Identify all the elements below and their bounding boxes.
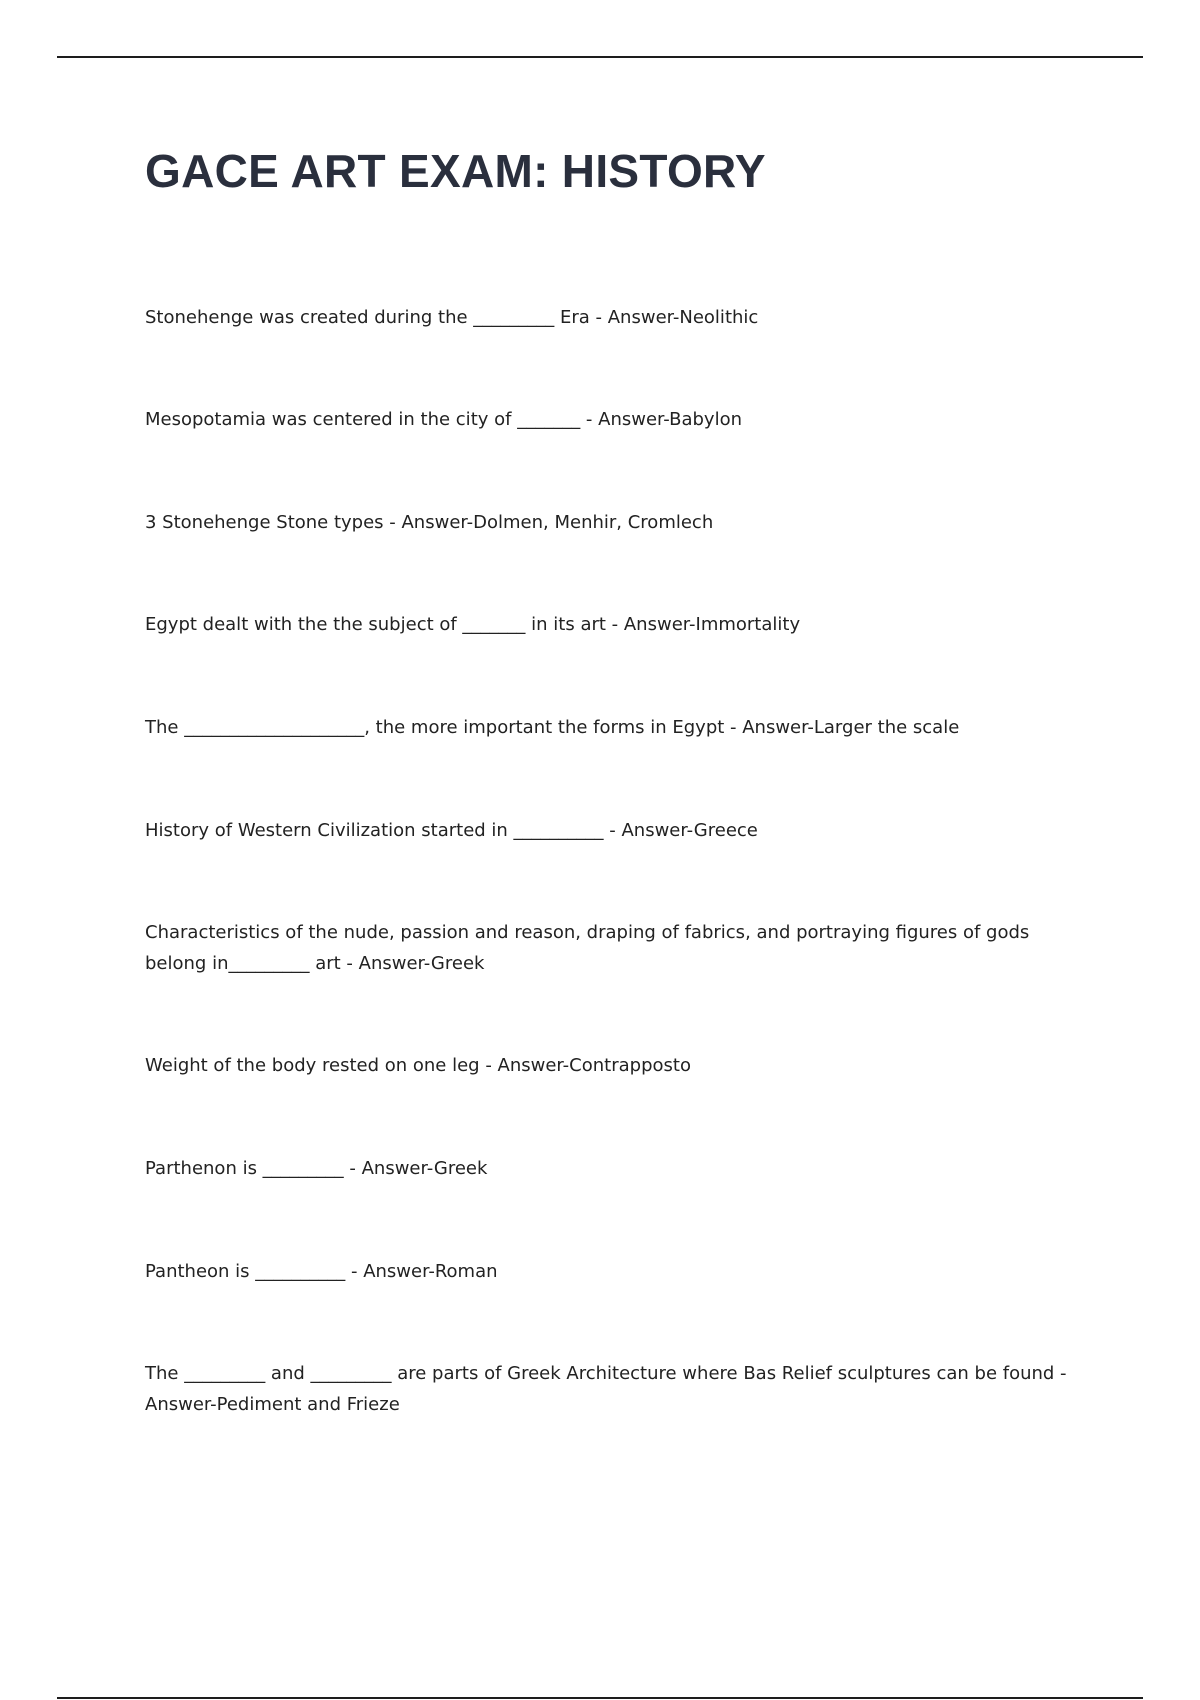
bottom-rule	[57, 1697, 1143, 1699]
qa-item-9: Parthenon is _________ - Answer-Greek	[145, 1158, 488, 1179]
qa-item-3: 3 Stonehenge Stone types - Answer-Dolmen, Menhir, Cromlech	[145, 512, 714, 533]
qa-item-5: The ____________________, the more important the forms in Egypt - Answer-Larger the scale	[145, 717, 960, 738]
qa-item-10: Pantheon is __________ - Answer-Roman	[145, 1261, 498, 1282]
qa-item-1: Stonehenge was created during the _________ Era - Answer-Neolithic	[145, 307, 759, 328]
qa-item-7: Characteristics of the nude, passion and reason, draping of fabrics, and portraying figures of gods belong in_________ art - Answer-Greek	[145, 922, 1030, 974]
qa-item-8: Weight of the body rested on one leg - Answer-Contrapposto	[145, 1055, 691, 1076]
top-rule	[57, 56, 1143, 58]
qa-item-2: Mesopotamia was centered in the city of _______ - Answer-Babylon	[145, 409, 743, 430]
page-title: GACE ART EXAM: HISTORY	[145, 145, 766, 197]
qa-item-6: History of Western Civilization started in __________ - Answer-Greece	[145, 820, 758, 841]
qa-item-11: The _________ and _________ are parts of Greek Architecture where Bas Relief sculptures can be found - Answer-Pediment and Frieze	[145, 1363, 1067, 1415]
qa-item-4: Egypt dealt with the the subject of _______ in its art - Answer-Immortality	[145, 614, 801, 635]
